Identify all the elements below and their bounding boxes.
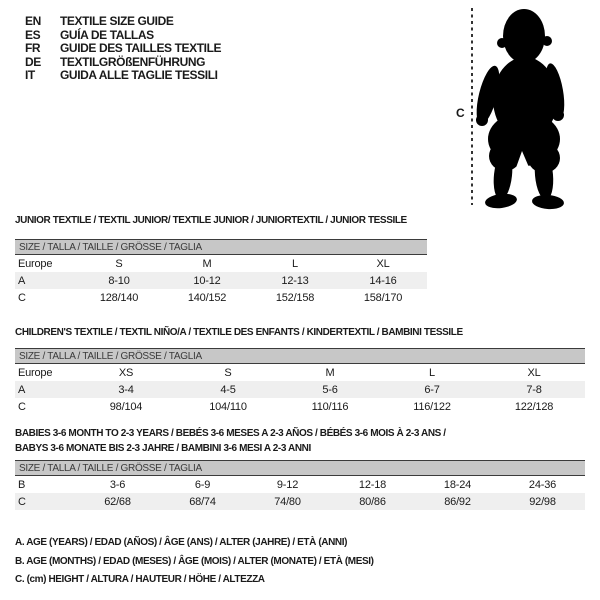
table-row	[15, 272, 427, 289]
language-title: GUÍA DE TALLAS	[60, 27, 154, 42]
size-header-bar: SIZE / TALLA / TAILLE / GRÖSSE / TAGLIA	[15, 240, 427, 255]
size-header-bar: SIZE / TALLA / TAILLE / GRÖSSE / TAGLIA	[15, 349, 585, 364]
row-label: C	[18, 400, 26, 413]
table-row	[15, 493, 585, 510]
row-label: C	[15, 493, 75, 510]
table-cell: XL	[376, 257, 390, 270]
table-cell: 68/74	[160, 493, 245, 510]
language-code: ES	[25, 27, 41, 42]
table-cell: 104/110	[209, 400, 247, 413]
table-row	[15, 289, 427, 306]
children-size-table	[15, 348, 585, 415]
table-cell: 152/158	[275, 291, 315, 304]
babies-size-table	[15, 460, 585, 510]
language-code: FR	[25, 41, 41, 55]
section-title-babies	[15, 426, 446, 456]
language-title: TEXTILGRÖßENFÜHRUNG	[60, 54, 206, 69]
children-size-table-wrap	[15, 348, 585, 415]
measure-legend	[15, 534, 374, 590]
section-title-line: BABYS 3-6 MONATE BIS 2-3 JAHRE / BAMBINI 3-6 MESI A 2-3 ANNI	[15, 443, 311, 454]
babies-size-table-wrap	[15, 460, 585, 510]
section-title-line: BABIES 3-6 MONTH TO 2-3 YEARS / BEBÉS 3-6 MESES A 2-3 AÑOS / BÉBÉS 3-6 MOIS À 2-3 ANS /	[15, 428, 446, 439]
language-row	[25, 42, 221, 56]
table-cell: XS	[118, 366, 134, 379]
table-cell: 14-16	[339, 272, 427, 289]
table-cell: S	[115, 257, 123, 270]
row-label: Europe	[18, 257, 53, 270]
row-label: Europe	[18, 366, 53, 379]
section-title-line: JUNIOR TEXTILE / TEXTIL JUNIOR/ TEXTILE JUNIOR / JUNIORTEXTIL / JUNIOR TESSILE	[15, 215, 407, 226]
legend-line: C. (cm) HEIGHT / ALTURA / HAUTEUR / HÖHE / ALTEZZA	[15, 574, 265, 585]
language-title: GUIDA ALLE TAGLIE TESSILI	[60, 68, 218, 82]
baby-silhouette-icon	[448, 3, 588, 213]
table-cell: 12-18	[358, 478, 387, 491]
table-cell: L	[292, 257, 298, 270]
table-cell: XL	[527, 366, 541, 379]
row-label: B	[18, 478, 26, 491]
language-row	[25, 29, 221, 43]
language-title: TEXTILE SIZE GUIDE	[60, 14, 174, 28]
junior-size-table-wrap	[15, 239, 427, 306]
size-header-bar: SIZE / TALLA / TAILLE / GRÖSSE / TAGLIA	[15, 461, 585, 476]
junior-size-table	[15, 239, 427, 306]
language-row	[25, 69, 221, 83]
table-row	[15, 398, 585, 415]
table-cell: 98/104	[109, 400, 143, 413]
row-label: A	[15, 272, 75, 289]
table-cell: S	[224, 366, 232, 379]
table-cell: 5-6	[279, 381, 381, 398]
table-cell: L	[429, 366, 435, 379]
language-code: EN	[25, 14, 41, 28]
table-cell: M	[202, 257, 212, 270]
section-title-line: CHILDREN'S TEXTILE / TEXTIL NIÑO/A / TEXTILE DES ENFANTS / KINDERTEXTIL / BAMBINI TESSILE	[15, 327, 463, 338]
height-reference-label: C	[456, 106, 465, 120]
section-title-children	[15, 325, 463, 340]
table-cell: 122/128	[514, 400, 554, 413]
table-cell: 24-36	[528, 478, 557, 491]
table-cell: 12-13	[251, 272, 339, 289]
row-label: C	[18, 291, 26, 304]
table-cell: 3-6	[109, 478, 126, 491]
table-cell: 140/152	[187, 291, 227, 304]
table-cell: 9-12	[276, 478, 299, 491]
language-row	[25, 56, 221, 70]
language-code: IT	[25, 68, 35, 82]
table-row	[15, 255, 427, 273]
legend-line: B. AGE (MONTHS) / EDAD (MESES) / ÂGE (MOIS) / ALTER (MONATE) / ETÀ (MESI)	[15, 555, 374, 567]
language-code: DE	[25, 54, 41, 69]
table-cell: 10-12	[163, 272, 251, 289]
section-title-junior	[15, 213, 407, 228]
table-cell: 8-10	[75, 272, 163, 289]
language-row	[25, 15, 221, 29]
table-cell: M	[325, 366, 335, 379]
table-cell: 18-24	[443, 478, 472, 491]
row-label: A	[15, 381, 75, 398]
language-title: GUIDE DES TAILLES TEXTILE	[60, 41, 222, 55]
table-cell: 116/122	[413, 400, 451, 413]
table-cell: 3-4	[75, 381, 177, 398]
table-cell: 158/170	[363, 291, 403, 304]
language-list	[25, 15, 221, 83]
table-cell: 86/92	[415, 493, 500, 510]
table-cell: 7-8	[483, 381, 585, 398]
table-row	[15, 381, 585, 398]
table-cell: 92/98	[500, 493, 585, 510]
table-cell: 4-5	[177, 381, 279, 398]
table-cell: 128/140	[99, 291, 139, 304]
table-cell: 6-7	[381, 381, 483, 398]
table-row	[15, 476, 585, 494]
table-cell: 80/86	[330, 493, 415, 510]
table-cell: 110/116	[311, 400, 349, 413]
table-cell: 6-9	[194, 478, 211, 491]
figure-area	[448, 3, 588, 213]
table-cell: 74/80	[245, 493, 330, 510]
legend-line: A. AGE (YEARS) / EDAD (AÑOS) / ÂGE (ANS) / ALTER (JAHRE) / ETÀ (ANNI)	[15, 537, 348, 548]
table-row	[15, 364, 585, 382]
table-cell: 62/68	[75, 493, 160, 510]
